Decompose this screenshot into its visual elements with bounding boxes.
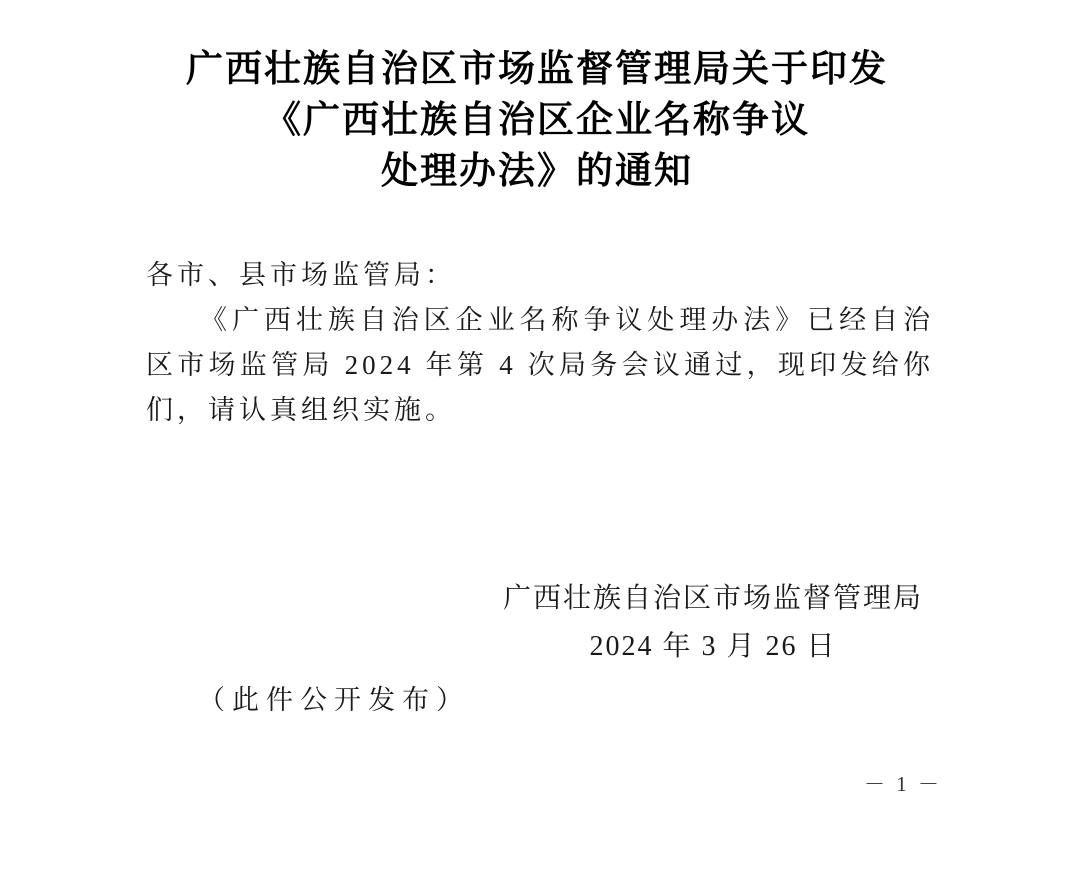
body-paragraph: 《广西壮族自治区企业名称争议处理办法》已经自治区市场监管局 2024 年第 4 次局务会议通过，现印发给你们，请认真组织实施。 xyxy=(146,305,934,425)
title-line-2: 《广西壮族自治区企业名称争议 xyxy=(264,100,810,141)
signature-block xyxy=(503,584,923,662)
document-title xyxy=(0,0,1074,197)
salutation: 各市、县市场监管局： xyxy=(146,260,456,290)
issuing-agency: 广西壮族自治区市场监督管理局 xyxy=(502,583,923,614)
issue-date: 2024 年 3 月 26 日 xyxy=(589,631,837,662)
title-line-1: 广西壮族自治区市场监督管理局关于印发 xyxy=(186,49,888,90)
public-release-note: （此件公开发布） xyxy=(198,685,470,715)
document-body xyxy=(146,253,934,433)
page-number: － 1 － xyxy=(864,772,942,796)
title-line-3: 处理办法》的通知 xyxy=(381,151,693,192)
